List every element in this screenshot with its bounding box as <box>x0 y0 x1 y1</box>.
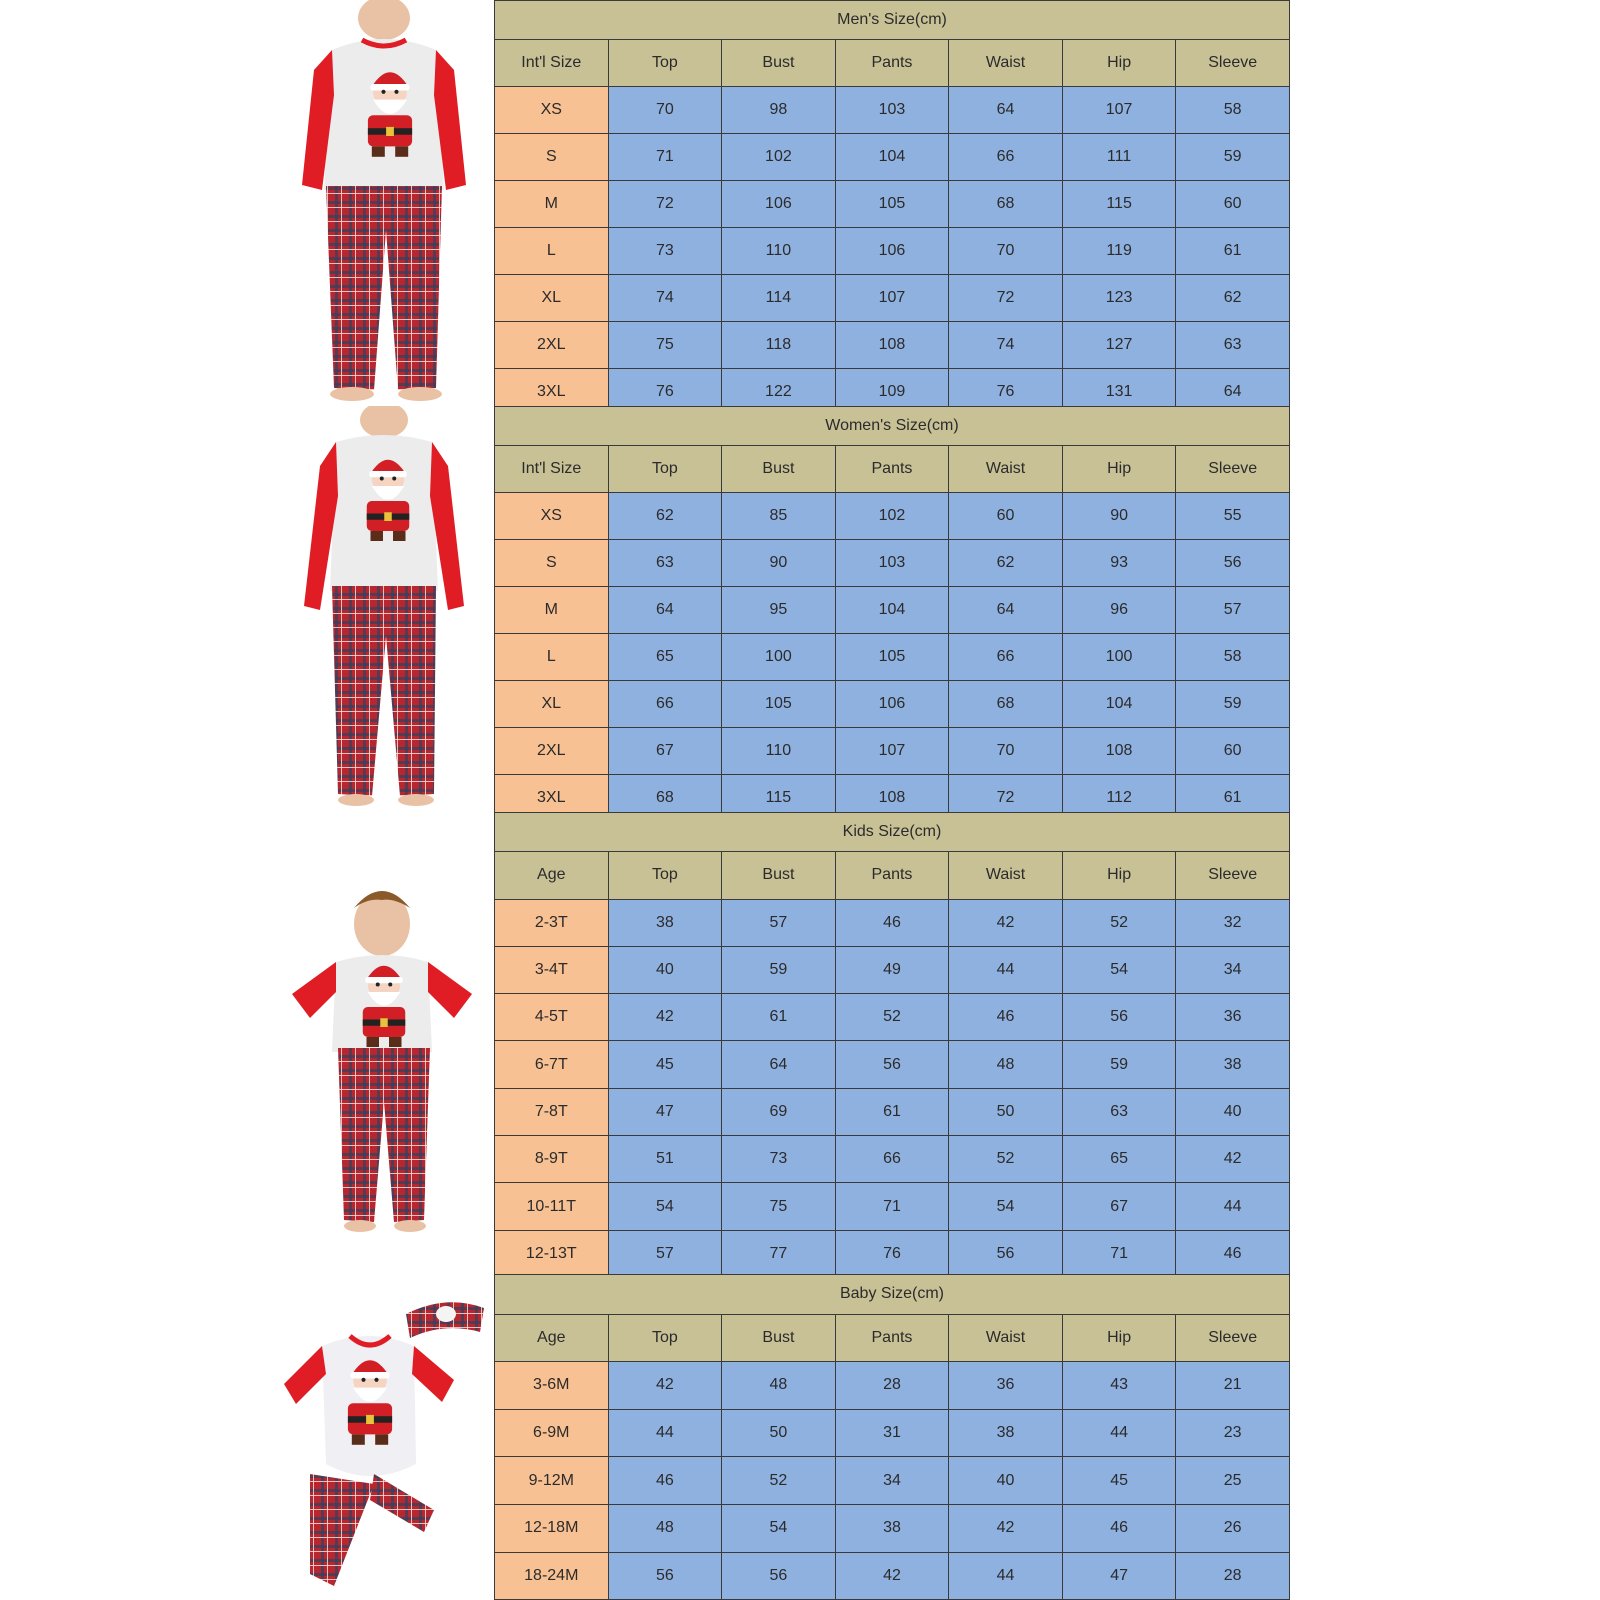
column-header: Sleeve <box>1176 852 1290 899</box>
column-header: Pants <box>835 852 949 899</box>
size-label-cell: 2XL <box>495 728 609 775</box>
measurement-cell: 31 <box>835 1409 949 1457</box>
measurement-cell: 61 <box>1176 775 1290 822</box>
measurement-cell: 60 <box>949 493 1063 540</box>
measurement-cell: 62 <box>1176 275 1290 322</box>
measurement-cell: 61 <box>722 994 836 1041</box>
measurement-cell: 46 <box>1062 1504 1176 1552</box>
column-header: Int'l Size <box>495 446 609 493</box>
measurement-cell: 95 <box>722 587 836 634</box>
measurement-cell: 102 <box>722 134 836 181</box>
baby-romper-image <box>274 1274 494 1600</box>
measurement-cell: 76 <box>949 369 1063 416</box>
column-header: Sleeve <box>1176 40 1290 87</box>
measurement-cell: 63 <box>1062 1088 1176 1135</box>
measurement-cell: 110 <box>722 228 836 275</box>
column-header: Hip <box>1062 1314 1176 1362</box>
measurement-cell: 43 <box>1062 1362 1176 1410</box>
measurement-cell: 107 <box>1062 87 1176 134</box>
measurement-cell: 42 <box>608 1362 722 1410</box>
measurement-cell: 118 <box>722 322 836 369</box>
table-row <box>495 134 1290 181</box>
measurement-cell: 40 <box>1176 1088 1290 1135</box>
measurement-cell: 21 <box>1176 1362 1290 1410</box>
table-row <box>495 1183 1290 1230</box>
measurement-cell: 90 <box>722 540 836 587</box>
measurement-cell: 56 <box>722 1552 836 1600</box>
measurement-cell: 115 <box>1062 181 1176 228</box>
measurement-cell: 105 <box>835 634 949 681</box>
measurement-cell: 60 <box>1176 181 1290 228</box>
table-row <box>495 946 1290 993</box>
table-row <box>495 634 1290 681</box>
size-label-cell: M <box>495 587 609 634</box>
column-header: Int'l Size <box>495 40 609 87</box>
mens-size-table <box>494 0 1290 416</box>
measurement-cell: 74 <box>608 275 722 322</box>
measurement-cell: 71 <box>835 1183 949 1230</box>
kids-size-table <box>494 812 1290 1278</box>
measurement-cell: 69 <box>722 1088 836 1135</box>
adult-woman-pajama-image <box>274 406 494 812</box>
mens-pajama-photo <box>274 0 494 406</box>
column-header: Pants <box>835 446 949 493</box>
measurement-cell: 23 <box>1176 1409 1290 1457</box>
measurement-cell: 38 <box>608 899 722 946</box>
table-row <box>495 1041 1290 1088</box>
measurement-cell: 70 <box>949 228 1063 275</box>
measurement-cell: 105 <box>835 181 949 228</box>
size-label-cell: XL <box>495 275 609 322</box>
measurement-cell: 32 <box>1176 899 1290 946</box>
size-label-cell: 2XL <box>495 322 609 369</box>
measurement-cell: 44 <box>949 946 1063 993</box>
measurement-cell: 51 <box>608 1136 722 1183</box>
measurement-cell: 56 <box>608 1552 722 1600</box>
column-header: Top <box>608 852 722 899</box>
size-label-cell: 3-4T <box>495 946 609 993</box>
size-label-cell: XS <box>495 493 609 540</box>
measurement-cell: 112 <box>1062 775 1176 822</box>
measurement-cell: 131 <box>1062 369 1176 416</box>
size-label-cell: 3XL <box>495 369 609 416</box>
measurement-cell: 36 <box>949 1362 1063 1410</box>
measurement-cell: 52 <box>949 1136 1063 1183</box>
measurement-cell: 105 <box>722 681 836 728</box>
column-header: Age <box>495 852 609 899</box>
measurement-cell: 85 <box>722 493 836 540</box>
size-label-cell: 6-9M <box>495 1409 609 1457</box>
column-header: Hip <box>1062 446 1176 493</box>
measurement-cell: 68 <box>949 681 1063 728</box>
column-header: Hip <box>1062 40 1176 87</box>
size-label-cell: 3XL <box>495 775 609 822</box>
measurement-cell: 64 <box>1176 369 1290 416</box>
measurement-cell: 71 <box>1062 1230 1176 1277</box>
measurement-cell: 100 <box>722 634 836 681</box>
measurement-cell: 108 <box>1062 728 1176 775</box>
measurement-cell: 65 <box>1062 1136 1176 1183</box>
measurement-cell: 42 <box>949 1504 1063 1552</box>
measurement-cell: 48 <box>608 1504 722 1552</box>
table-row <box>495 1409 1290 1457</box>
table-row <box>495 1457 1290 1505</box>
measurement-cell: 107 <box>835 275 949 322</box>
column-header: Waist <box>949 446 1063 493</box>
column-header: Waist <box>949 40 1063 87</box>
adult-man-pajama-image <box>274 0 494 406</box>
measurement-cell: 70 <box>949 728 1063 775</box>
measurement-cell: 68 <box>608 775 722 822</box>
measurement-cell: 48 <box>949 1041 1063 1088</box>
measurement-cell: 59 <box>1176 681 1290 728</box>
table-row <box>495 994 1290 1041</box>
measurement-cell: 119 <box>1062 228 1176 275</box>
table-row <box>495 493 1290 540</box>
table-row <box>495 587 1290 634</box>
column-header: Top <box>608 446 722 493</box>
measurement-cell: 71 <box>608 134 722 181</box>
size-label-cell: S <box>495 540 609 587</box>
measurement-cell: 54 <box>722 1504 836 1552</box>
measurement-cell: 109 <box>835 369 949 416</box>
measurement-cell: 28 <box>835 1362 949 1410</box>
table-row <box>495 1088 1290 1135</box>
measurement-cell: 42 <box>608 994 722 1041</box>
measurement-cell: 76 <box>608 369 722 416</box>
measurement-cell: 66 <box>835 1136 949 1183</box>
measurement-cell: 56 <box>949 1230 1063 1277</box>
measurement-cell: 59 <box>1176 134 1290 181</box>
table-row <box>495 87 1290 134</box>
measurement-cell: 64 <box>949 87 1063 134</box>
size-label-cell: 12-13T <box>495 1230 609 1277</box>
size-label-cell: 9-12M <box>495 1457 609 1505</box>
size-label-cell: S <box>495 134 609 181</box>
measurement-cell: 75 <box>722 1183 836 1230</box>
measurement-cell: 68 <box>949 181 1063 228</box>
measurement-cell: 98 <box>722 87 836 134</box>
column-header: Hip <box>1062 852 1176 899</box>
table-row <box>495 681 1290 728</box>
measurement-cell: 104 <box>1062 681 1176 728</box>
measurement-cell: 46 <box>949 994 1063 1041</box>
measurement-cell: 70 <box>608 87 722 134</box>
measurement-cell: 75 <box>608 322 722 369</box>
measurement-cell: 123 <box>1062 275 1176 322</box>
chart-title: Men's Size(cm) <box>495 1 1290 40</box>
column-header: Bust <box>722 1314 836 1362</box>
size-label-cell: L <box>495 634 609 681</box>
measurement-cell: 59 <box>1062 1041 1176 1088</box>
measurement-cell: 114 <box>722 275 836 322</box>
measurement-cell: 60 <box>1176 728 1290 775</box>
table-row <box>495 322 1290 369</box>
measurement-cell: 103 <box>835 87 949 134</box>
measurement-cell: 127 <box>1062 322 1176 369</box>
measurement-cell: 67 <box>608 728 722 775</box>
size-label-cell: 6-7T <box>495 1041 609 1088</box>
measurement-cell: 110 <box>722 728 836 775</box>
measurement-cell: 61 <box>1176 228 1290 275</box>
column-header: Waist <box>949 1314 1063 1362</box>
measurement-cell: 57 <box>608 1230 722 1277</box>
size-label-cell: L <box>495 228 609 275</box>
mens-size-chart <box>494 0 1290 416</box>
column-header: Bust <box>722 852 836 899</box>
measurement-cell: 44 <box>1062 1409 1176 1457</box>
measurement-cell: 73 <box>608 228 722 275</box>
measurement-cell: 64 <box>722 1041 836 1088</box>
measurement-cell: 56 <box>835 1041 949 1088</box>
measurement-cell: 46 <box>835 899 949 946</box>
measurement-cell: 47 <box>1062 1552 1176 1600</box>
column-header: Age <box>495 1314 609 1362</box>
measurement-cell: 54 <box>608 1183 722 1230</box>
column-header: Sleeve <box>1176 446 1290 493</box>
measurement-cell: 106 <box>835 681 949 728</box>
table-row <box>495 728 1290 775</box>
measurement-cell: 54 <box>1062 946 1176 993</box>
measurement-cell: 72 <box>949 775 1063 822</box>
table-row <box>495 181 1290 228</box>
measurement-cell: 50 <box>722 1409 836 1457</box>
table-row <box>495 899 1290 946</box>
measurement-cell: 58 <box>1176 87 1290 134</box>
kids-size-chart <box>494 812 1290 1278</box>
table-row <box>495 1504 1290 1552</box>
chart-title: Kids Size(cm) <box>495 813 1290 852</box>
measurement-cell: 63 <box>608 540 722 587</box>
size-label-cell: 8-9T <box>495 1136 609 1183</box>
measurement-cell: 58 <box>1176 634 1290 681</box>
size-label-cell: 10-11T <box>495 1183 609 1230</box>
measurement-cell: 61 <box>835 1088 949 1135</box>
table-row <box>495 275 1290 322</box>
column-header: Waist <box>949 852 1063 899</box>
baby-size-table <box>494 1274 1290 1600</box>
measurement-cell: 90 <box>1062 493 1176 540</box>
measurement-cell: 111 <box>1062 134 1176 181</box>
measurement-cell: 54 <box>949 1183 1063 1230</box>
measurement-cell: 102 <box>835 493 949 540</box>
measurement-cell: 104 <box>835 587 949 634</box>
size-label-cell: 12-18M <box>495 1504 609 1552</box>
measurement-cell: 100 <box>1062 634 1176 681</box>
measurement-cell: 44 <box>949 1552 1063 1600</box>
measurement-cell: 108 <box>835 775 949 822</box>
measurement-cell: 64 <box>949 587 1063 634</box>
chart-title: Baby Size(cm) <box>495 1275 1290 1315</box>
table-row <box>495 1552 1290 1600</box>
measurement-cell: 28 <box>1176 1552 1290 1600</box>
measurement-cell: 62 <box>608 493 722 540</box>
measurement-cell: 45 <box>1062 1457 1176 1505</box>
measurement-cell: 56 <box>1176 540 1290 587</box>
table-row <box>495 228 1290 275</box>
size-label-cell: 3-6M <box>495 1362 609 1410</box>
measurement-cell: 46 <box>608 1457 722 1505</box>
measurement-cell: 42 <box>835 1552 949 1600</box>
measurement-cell: 107 <box>835 728 949 775</box>
column-header: Bust <box>722 446 836 493</box>
measurement-cell: 50 <box>949 1088 1063 1135</box>
chart-title: Women's Size(cm) <box>495 407 1290 446</box>
size-label-cell: XL <box>495 681 609 728</box>
measurement-cell: 44 <box>1176 1183 1290 1230</box>
column-header: Top <box>608 40 722 87</box>
measurement-cell: 93 <box>1062 540 1176 587</box>
measurement-cell: 103 <box>835 540 949 587</box>
measurement-cell: 72 <box>608 181 722 228</box>
measurement-cell: 66 <box>949 134 1063 181</box>
measurement-cell: 47 <box>608 1088 722 1135</box>
womens-pajama-photo <box>274 406 494 812</box>
size-label-cell: M <box>495 181 609 228</box>
measurement-cell: 46 <box>1176 1230 1290 1277</box>
measurement-cell: 73 <box>722 1136 836 1183</box>
table-row <box>495 540 1290 587</box>
table-row <box>495 1230 1290 1277</box>
measurement-cell: 44 <box>608 1409 722 1457</box>
column-header: Top <box>608 1314 722 1362</box>
measurement-cell: 36 <box>1176 994 1290 1041</box>
womens-size-chart <box>494 406 1290 822</box>
measurement-cell: 55 <box>1176 493 1290 540</box>
measurement-cell: 122 <box>722 369 836 416</box>
measurement-cell: 76 <box>835 1230 949 1277</box>
column-header: Sleeve <box>1176 1314 1290 1362</box>
measurement-cell: 66 <box>949 634 1063 681</box>
table-row <box>495 1362 1290 1410</box>
measurement-cell: 104 <box>835 134 949 181</box>
measurement-cell: 62 <box>949 540 1063 587</box>
measurement-cell: 38 <box>949 1409 1063 1457</box>
measurement-cell: 40 <box>608 946 722 993</box>
measurement-cell: 52 <box>835 994 949 1041</box>
measurement-cell: 56 <box>1062 994 1176 1041</box>
measurement-cell: 42 <box>1176 1136 1290 1183</box>
measurement-cell: 57 <box>1176 587 1290 634</box>
measurement-cell: 74 <box>949 322 1063 369</box>
baby-size-chart <box>494 1274 1290 1600</box>
measurement-cell: 72 <box>949 275 1063 322</box>
column-header: Pants <box>835 1314 949 1362</box>
measurement-cell: 59 <box>722 946 836 993</box>
measurement-cell: 115 <box>722 775 836 822</box>
size-label-cell: 7-8T <box>495 1088 609 1135</box>
measurement-cell: 66 <box>608 681 722 728</box>
kid-pajama-image <box>274 812 494 1274</box>
measurement-cell: 108 <box>835 322 949 369</box>
measurement-cell: 25 <box>1176 1457 1290 1505</box>
measurement-cell: 64 <box>608 587 722 634</box>
womens-size-table <box>494 406 1290 822</box>
kids-pajama-photo <box>274 812 494 1274</box>
measurement-cell: 38 <box>835 1504 949 1552</box>
column-header: Bust <box>722 40 836 87</box>
measurement-cell: 106 <box>722 181 836 228</box>
size-label-cell: 18-24M <box>495 1552 609 1600</box>
measurement-cell: 67 <box>1062 1183 1176 1230</box>
measurement-cell: 48 <box>722 1362 836 1410</box>
measurement-cell: 63 <box>1176 322 1290 369</box>
measurement-cell: 26 <box>1176 1504 1290 1552</box>
measurement-cell: 34 <box>1176 946 1290 993</box>
measurement-cell: 40 <box>949 1457 1063 1505</box>
measurement-cell: 34 <box>835 1457 949 1505</box>
size-label-cell: XS <box>495 87 609 134</box>
measurement-cell: 38 <box>1176 1041 1290 1088</box>
measurement-cell: 52 <box>1062 899 1176 946</box>
measurement-cell: 65 <box>608 634 722 681</box>
measurement-cell: 52 <box>722 1457 836 1505</box>
measurement-cell: 96 <box>1062 587 1176 634</box>
measurement-cell: 49 <box>835 946 949 993</box>
measurement-cell: 57 <box>722 899 836 946</box>
size-label-cell: 2-3T <box>495 899 609 946</box>
measurement-cell: 45 <box>608 1041 722 1088</box>
baby-pajama-photo <box>274 1274 494 1600</box>
measurement-cell: 106 <box>835 228 949 275</box>
column-header: Pants <box>835 40 949 87</box>
table-row <box>495 1136 1290 1183</box>
measurement-cell: 77 <box>722 1230 836 1277</box>
measurement-cell: 42 <box>949 899 1063 946</box>
size-label-cell: 4-5T <box>495 994 609 1041</box>
